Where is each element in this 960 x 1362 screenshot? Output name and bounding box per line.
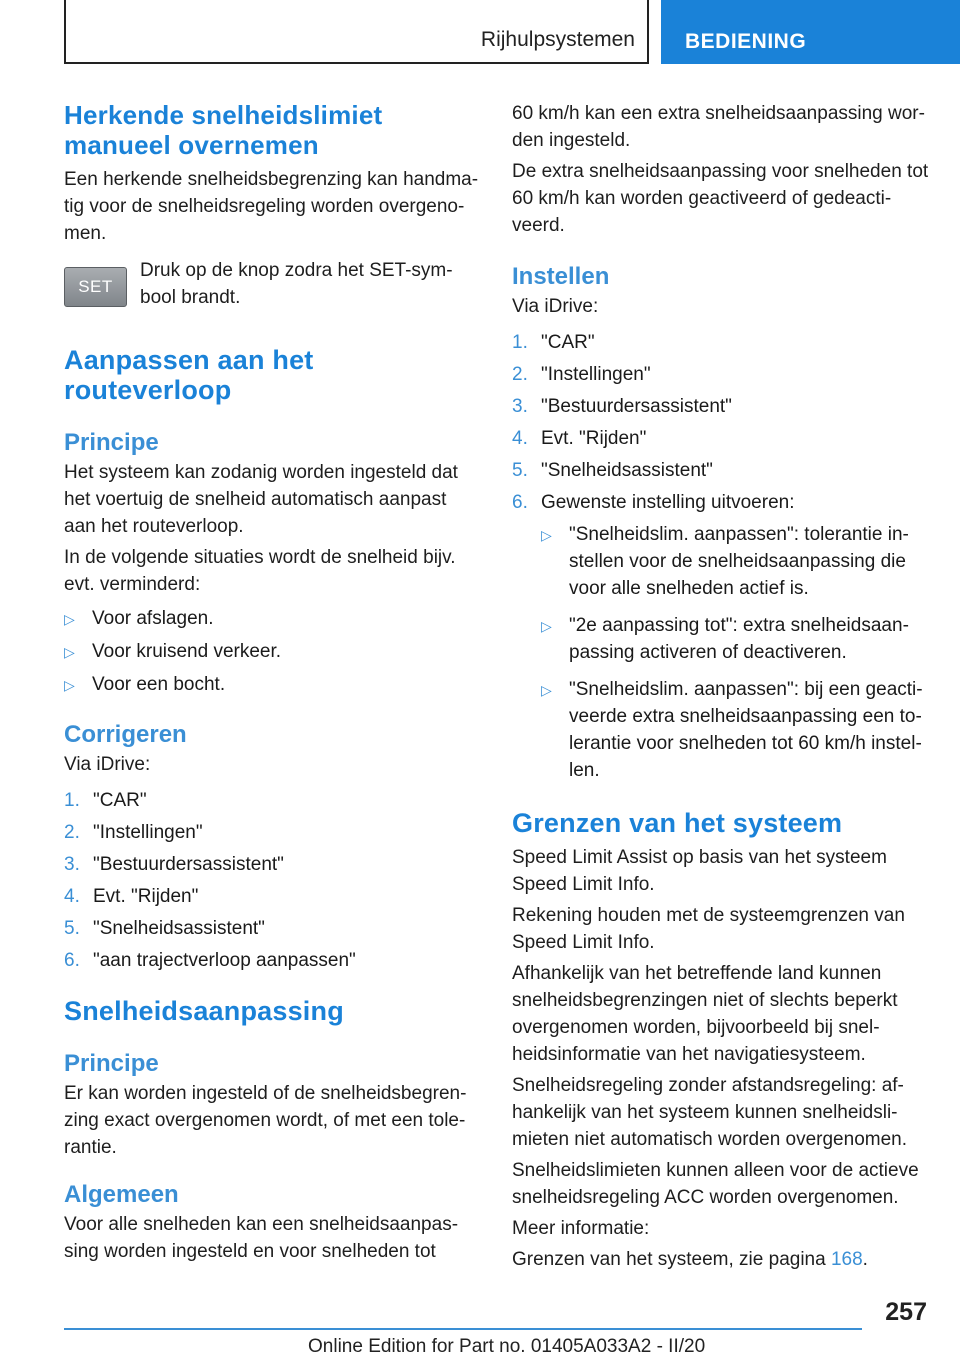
heading-snelheidsaanpassing: Snelheidsaanpassing: [64, 996, 344, 1026]
list-item: ▷ Voor kruisend verkeer.: [64, 638, 480, 666]
header-section-box: [64, 0, 649, 64]
bullet-list-situaties: [64, 605, 480, 699]
heading-aanpassen: Aanpassen aan het routeverloop: [64, 345, 314, 405]
paragraph-grenzen-7: Grenzen van het systeem, zie pagina 168.: [512, 1249, 868, 1270]
heading-instellen: Instellen: [512, 263, 610, 290]
list-item: ▷ "Snelheidslim. aanpassen": bij een geactiveerde extra snelheidsaanpassing een tolerantie voor snelheden tot 60 km/h instellen.: [541, 676, 932, 784]
right-column: [512, 100, 932, 1273]
paragraph-principe-2: Er kan worden ingesteld of de snelheidsbegrenzing exact overgenomen wordt, of met een tolerantie.: [64, 1083, 467, 1158]
list-item: ▷ Voor afslagen.: [64, 605, 480, 633]
page-number: 257: [885, 1298, 927, 1326]
heading-grenzen: Grenzen van het systeem: [512, 808, 843, 838]
set-button-icon: SET: [64, 267, 127, 307]
list-item: 1. "CAR": [64, 790, 147, 811]
triangle-bullet-icon: ▷: [541, 682, 552, 698]
numbered-list-instellen: [512, 329, 932, 516]
paragraph-herkende: Een herkende snelheidsbegrenzing kan handmatig voor de snelheidsregeling worden overgenomen.: [64, 169, 479, 244]
paragraph-grenzen-6: Meer informatie:: [512, 1218, 650, 1239]
triangle-bullet-icon: ▷: [64, 644, 75, 660]
paragraph-principe-1b: In de volgende situaties wordt de snelheid bijv. evt. verminderd:: [64, 547, 456, 595]
paragraph-algemeen: Voor alle snelheden kan een snelheidsaanpassing worden ingesteld en voor snelheden tot: [64, 1214, 459, 1262]
numbered-list-corrigeren: [64, 787, 480, 974]
list-item: 6. Gewenste instelling uitvoeren:: [512, 492, 795, 513]
list-item: 4. Evt. "Rijden": [64, 886, 199, 907]
list-item: 2. "Instellingen": [64, 822, 203, 843]
paragraph-set: Druk op de knop zodra het SET-symbool brandt.: [140, 260, 453, 308]
set-instruction: [64, 257, 480, 311]
list-item: ▷ Voor een bocht.: [64, 671, 480, 699]
paragraph-grenzen-5: Snelheidslimieten kunnen alleen voor de actieve snelheidsregeling ACC worden overgenomen.: [512, 1160, 919, 1208]
paragraph-continued: 60 km/h kan een extra snelheidsaanpassing worden ingesteld.: [512, 103, 925, 151]
heading-principe-1: Principe: [64, 429, 159, 456]
paragraph-grenzen-3: Afhankelijk van het betreffende land kunnen snelheidsbegrenzingen niet of slechts beperkt overgenomen worden, bijvoorbeeld bij snelheidsinformatie van het navigatiesysteem.: [512, 963, 898, 1065]
list-item: 2. "Instellingen": [512, 364, 651, 385]
left-column: [64, 100, 480, 1265]
paragraph-via-idrive-2: Via iDrive:: [512, 296, 599, 317]
list-item: 4. Evt. "Rijden": [512, 428, 647, 449]
list-item: ▷ "2e aanpassing tot": extra snelheidsaanpassing activeren of deactiveren.: [541, 612, 932, 666]
triangle-bullet-icon: ▷: [541, 527, 552, 543]
footer-edition: Online Edition for Part no. 01405A033A2 - II/20: [308, 1336, 706, 1357]
header-chapter-tab: [661, 0, 960, 64]
triangle-bullet-icon: ▷: [541, 618, 552, 634]
heading-algemeen: Algemeen: [64, 1181, 179, 1208]
list-item: 5. "Snelheidsassistent": [64, 918, 265, 939]
page-reference-link[interactable]: 168: [830, 1249, 863, 1270]
heading-corrigeren: Corrigeren: [64, 721, 187, 748]
list-item: 3. "Bestuurdersassistent": [512, 396, 732, 417]
list-item: ▷ "Snelheidslim. aanpassen": tolerantie instellen voor de snelheidsaanpassing die voor alle snelheden actief is.: [541, 521, 932, 602]
list-item: 5. "Snelheidsassistent": [512, 460, 713, 481]
triangle-bullet-icon: ▷: [64, 677, 75, 693]
heading-herkende: Herkende snelheidslimiet manueel overnemen: [64, 100, 383, 160]
list-item: 3. "Bestuurdersassistent": [64, 854, 284, 875]
header-chapter-title: BEDIENING: [685, 30, 807, 53]
header-section-title: Rijhulpsystemen: [480, 28, 635, 51]
paragraph-principe-1a: Het systeem kan zodanig worden ingesteld dat het voertuig de snelheid automatisch aanpast aan het routeverloop.: [64, 462, 458, 537]
list-item: 6. "aan trajectverloop aanpassen": [64, 950, 356, 971]
sub-bullet-list-instellingen: [541, 521, 932, 784]
paragraph-extra-aanpassing: De extra snelheidsaanpassing voor snelheden tot 60 km/h kan worden geactiveerd of gedeactiveerd.: [512, 161, 929, 236]
triangle-bullet-icon: ▷: [64, 611, 75, 627]
paragraph-grenzen-2: Rekening houden met de systeemgrenzen van Speed Limit Info.: [512, 905, 905, 953]
paragraph-grenzen-1: Speed Limit Assist op basis van het systeem Speed Limit Info.: [512, 847, 887, 895]
list-item: 1. "CAR": [512, 332, 595, 353]
footer-divider: [64, 1328, 862, 1330]
paragraph-via-idrive-1: Via iDrive:: [64, 754, 151, 775]
paragraph-grenzen-4: Snelheidsregeling zonder afstandsregeling: afhankelijk van het systeem kunnen snelheidslimieten niet automatisch worden overgenomen.: [512, 1075, 908, 1150]
heading-principe-2: Principe: [64, 1050, 159, 1077]
